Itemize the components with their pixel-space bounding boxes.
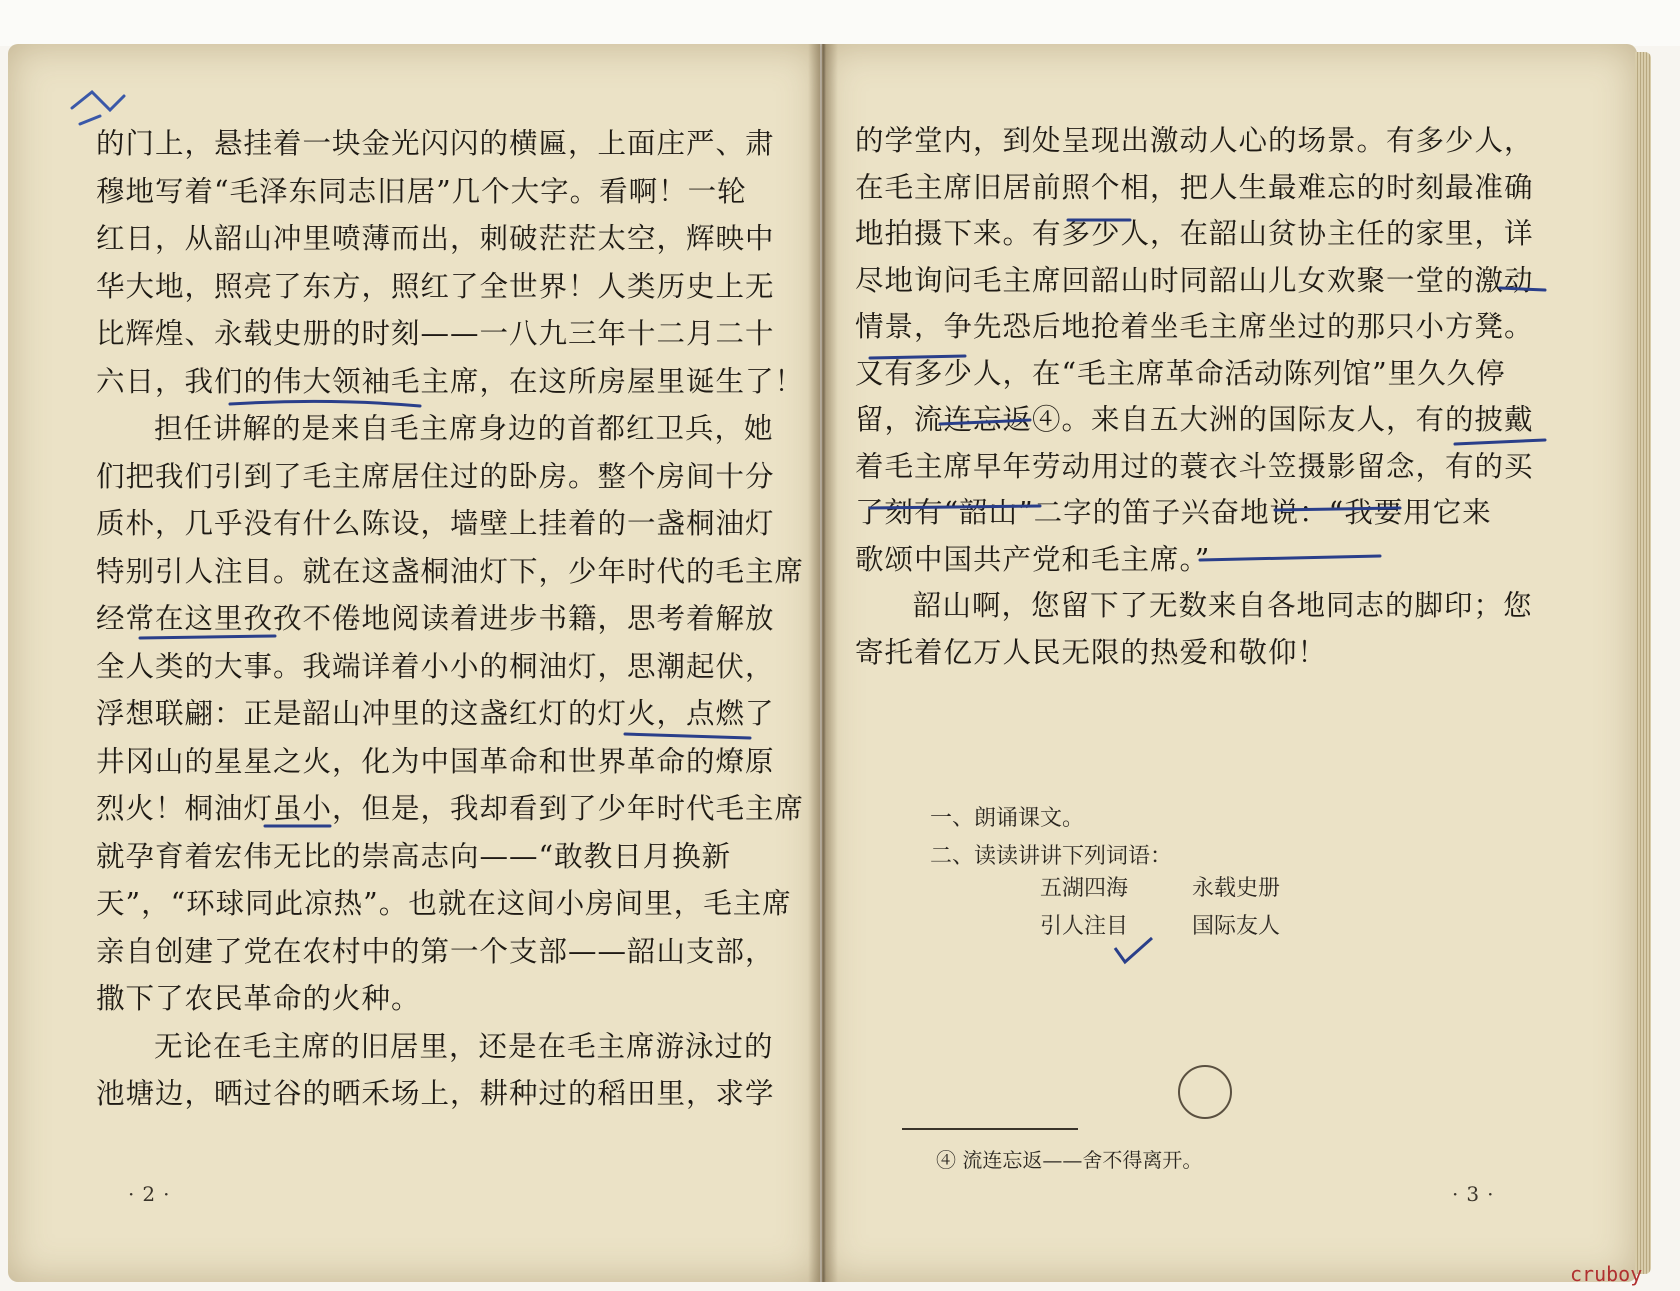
vocab-row — [1040, 870, 1344, 908]
text-line: 红日，从韶山冲里喷薄而出，刺破茫茫太空，辉映中 — [96, 222, 775, 255]
text-line: 全人类的大事。我端详着小小的桐油灯，思潮起伏， — [96, 649, 775, 683]
text-line: 又有多少人，在“毛主席革命活动陈列馆”里久久停 — [855, 356, 1506, 390]
text-line: 华大地，照亮了东方，照红了全世界！人类历史上无 — [96, 269, 775, 303]
text-line: 在毛主席旧居前照个相，把人生最难忘的时刻最准确 — [855, 170, 1534, 204]
text-line: 着毛主席早年劳动用过的蓑衣斗笠摄影留念，有的买 — [855, 449, 1534, 483]
vocab-word: 引人注目 — [1040, 914, 1129, 939]
text-line: 地拍摄下来。有多少人，在韶山贫协主任的家里，详 — [855, 217, 1534, 250]
vocab-row — [1040, 908, 1344, 946]
text-line: 寄托着亿万人民无限的热爱和敬仰！ — [855, 635, 1328, 669]
text-line: 六日，我们的伟大领袖毛主席，在这所房屋里诞生了！ — [96, 364, 805, 398]
text-line: 韶山啊，您留下了无数来自各地同志的脚印；您 — [913, 589, 1533, 622]
footnote: ④ 流连忘返——舍不得离开。 — [936, 1148, 1203, 1172]
page-number-left: ·2· — [128, 1182, 178, 1206]
footnote-rule — [902, 1128, 1078, 1130]
text-line: 经常在这里孜孜不倦地阅读着进步书籍，思考着解放 — [96, 602, 775, 635]
text-line: 的学堂内，到处呈现出激动人心的场景。有多少人， — [855, 124, 1534, 157]
scan-background — [0, 0, 1680, 46]
text-line: 尽地询问毛主席回韶山时同韶山儿女欢聚一堂的激动 — [855, 263, 1534, 297]
page-edges — [1635, 52, 1651, 1274]
text-line: 天”，“环球同此凉热”。也就在这间小房间里，毛主席 — [96, 887, 792, 920]
text-line: 情景，争先恐后地抢着坐毛主席坐过的那只小方凳。 — [855, 310, 1534, 343]
text-line: 比辉煌、永载史册的时刻——一八九三年十二月二十 — [96, 317, 775, 350]
text-line: 特别引人注目。就在这盏桐油灯下，少年时代的毛主席 — [96, 554, 805, 588]
exercise-item: 二、读读讲讲下列词语： — [930, 844, 1173, 869]
text-line: 烈火！桐油灯虽小，但是，我却看到了少年时代毛主席 — [96, 792, 805, 825]
text-line: 浮想联翩：正是韶山冲里的这盏红灯的灯火，点燃了 — [96, 697, 775, 730]
text-line: 歌颂中国共产党和毛主席。” — [855, 542, 1211, 576]
text-line: 撒下了农民革命的火种。 — [96, 982, 421, 1015]
text-line: 井冈山的星星之火，化为中国革命和世界革命的燎原 — [96, 744, 775, 778]
left-page-text — [96, 120, 805, 1118]
text-line: 穆地写着“毛泽东同志旧居”几个大字。看啊！一轮 — [96, 174, 747, 208]
text-line: 池塘边，晒过谷的晒禾场上，耕种过的稻田里，求学 — [96, 1077, 775, 1110]
text-line: 的门上，悬挂着一块金光闪闪的横匾，上面庄严、肃 — [96, 127, 775, 160]
exercises-section — [930, 800, 1172, 876]
vocab-word: 国际友人 — [1192, 914, 1281, 939]
right-page-text — [855, 118, 1555, 676]
watermark: cruboy — [1570, 1262, 1643, 1286]
text-line: 们把我们引到了毛主席居住过的卧房。整个房间十分 — [96, 459, 775, 493]
vocab-word: 五湖四海 — [1040, 876, 1129, 901]
text-line: 无论在毛主席的旧居里，还是在毛主席游泳过的 — [154, 1029, 774, 1063]
exercise-item: 一、朗诵课文。 — [930, 806, 1085, 831]
text-line: 担任讲解的是来自毛主席身边的首都红卫兵，她 — [154, 412, 774, 445]
text-line: 了刻有“韶山”二字的笛子兴奋地说：“我要用它来 — [855, 496, 1492, 529]
text-line: 就孕育着宏伟无比的崇高志向——“敢教日月换新 — [96, 839, 732, 873]
vocab-list — [1040, 870, 1344, 946]
text-line: 留，流连忘返④。来自五大洲的国际友人，有的披戴 — [855, 403, 1534, 436]
book-gutter — [808, 44, 838, 1282]
text-line: 质朴，几乎没有什么陈设，墙壁上挂着的一盏桐油灯 — [96, 507, 775, 540]
page-number-right: ·3· — [1452, 1182, 1502, 1206]
text-line: 亲自创建了党在农村中的第一个支部——韶山支部， — [96, 934, 775, 968]
vocab-word: 永载史册 — [1192, 876, 1281, 901]
